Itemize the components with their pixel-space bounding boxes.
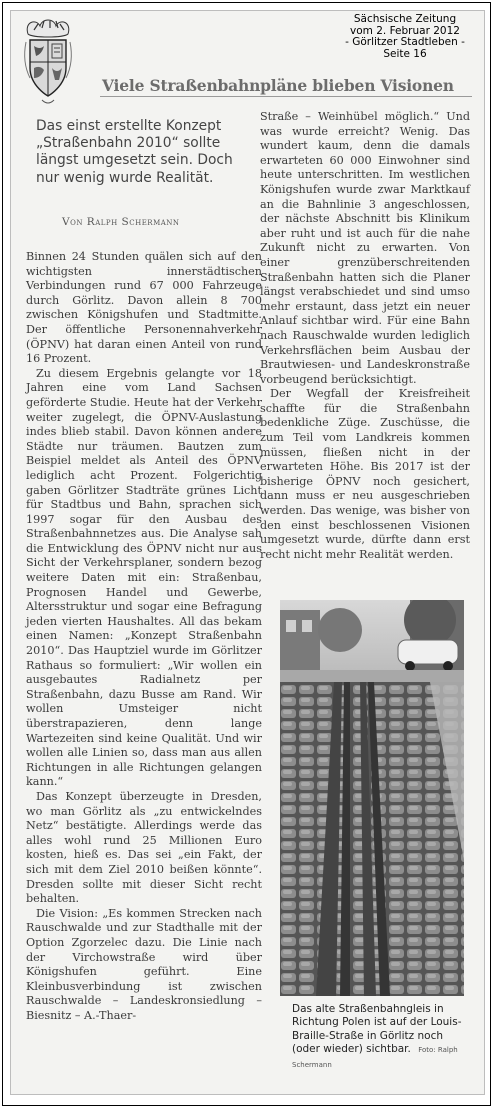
source-page: Seite 16 bbox=[383, 47, 427, 60]
paragraph: Binnen 24 Stunden quälen sich auf den wichtigsten innerstädtischen Verbindungen rund 67 000 Fahrzeuge durch Görlitz. Davon allein 8 700 zwischen Königshufen und Stadtmitte. Der öffentliche Personennahverkehr (ÖPNV) hat daran einen Anteil von rund 16 Prozent. bbox=[26, 250, 262, 366]
paragraph: Zu diesem Ergebnis gelangte vor 18 Jahren eine vom Land Sachsen geförderte Studie. Heute hat der Verkehr weiter zugelegt, die ÖPNV-Auslastung indes blieb stabil. Davon können andere Städte nur träumen. Bautzen zum Beispiel meldet als Anteil des ÖPNV lediglich acht Prozent. Folgerichtig gaben Görlitzer Stadträte grünes Licht für Stadtbus und Bahn, sprachen sich 1997 sogar für den Ausbau des Straßenbahnnetzes aus. Die Analyse sah die Entwicklung des ÖPNV nicht nur aus Sicht der Verkehrsplaner, sondern bezog weitere Daten mit ein: Straßenbau, Prognosen Handel und Gewerbe, Altersstruktur und sogar eine Befragung jeden vierten Haushaltes. All das bekam einen Namen: „Konzept Straßenbahn 2010“. Das Hauptziel wurde im Görlitzer Rathaus so formuliert: „Wir wollen ein ausgebautes Radialnetz per Straßenbahn, dazu Busse am Rand. Wir wollen Umsteiger nicht überstrapazieren, denn lange Wartezeiten sind keine Qualität. Und wir wollen alle Linien so, dass man aus allen Richtungen in alle Richtungen gelangen kann.“ bbox=[26, 366, 262, 789]
photo-credit: Foto: Ralph Schermann bbox=[292, 1046, 458, 1069]
source-newspaper: Sächsische Zeitung bbox=[353, 13, 457, 25]
caption-text: Das alte Straßenbahngleis in Richtung Polen ist auf der Louis-Braille-Straße in Görlitz noch (oder wieder) sichtbar. bbox=[292, 1003, 462, 1056]
article-headline: Viele Straßenbahnpläne blieben Visionen bbox=[102, 76, 454, 95]
article-byline: Von Ralph Schermann bbox=[62, 216, 180, 228]
source-reference bbox=[325, 14, 485, 60]
tram-track-photo bbox=[280, 600, 464, 996]
photo-caption bbox=[292, 1003, 462, 1072]
source-date: vom 2. Februar 2012 bbox=[350, 24, 460, 37]
paragraph: Straße – Weinhübel möglich.“ Und was wurde erreicht? Wenig. Das wundert kaum, denn die damals erwarteten 60 000 Einwohner sind heute unterschritten. Im westlichen Königshufen wurde zwar Marktkauf an die Bahnlinie 3 angeschlossen, der nächste Abschnitt bis Klinikum aber ruht und ist auch für die nahe Zukunft nicht zu erwarten. Von einer grenzüberschreitenden Straßenbahn hatten sich die Planer längst verabschiedet und sind umso mehr erstaunt, dass jetzt ein neuer Anlauf sichtbar wird. Für eine Bahn nach Rauschwalde wurden lediglich Verkehrsflächen beim Ausbau der Brautwiesen- und Landeskronstraße vorbeugend berücksichtigt. bbox=[260, 110, 470, 386]
right-column bbox=[260, 110, 470, 562]
article-lead: Das einst erstellte Konzept „Straßenbahn 2010“ sollte längst umgesetzt sein. Doch nur wenig wurde Realität. bbox=[36, 118, 233, 186]
paragraph: Der Wegfall der Kreisfreiheit schaffte für die Straßenbahn bedenkliche Züge. Zuschüsse, die zum Teil vom Landkreis kommen müssen, fließen nicht in der erwarteten Höhe. Bis 2017 ist der bisherige ÖPNV noch gesichert, dann muss er neu ausgeschrieben werden. Das wenige, was bisher von den einst beschlossenen Visionen umgesetzt wurde, dürfte dann erst recht nicht mehr Realität werden. bbox=[260, 387, 470, 561]
headline-rule bbox=[100, 96, 472, 97]
left-column bbox=[26, 250, 262, 1023]
paragraph: Die Vision: „Es kommen Strecken nach Rauschwalde und zur Stadthalle mit der Option Zgorzelec dazu. Die Linie nach der Virchowstraße wird über Königshufen geführt. Eine Kleinbusverbindung ist zwischen Rauschwalde – Landeskronsiedlung – Biesnitz – A.-Thaer- bbox=[26, 906, 262, 1022]
coat-of-arms-icon bbox=[20, 16, 76, 108]
source-section: - Görlitzer Stadtleben - bbox=[345, 36, 465, 48]
paragraph: Das Konzept überzeugte in Dresden, wo man Görlitz als „zu entwickelndes Netz“ bestätigte. Allerdings werde das alles wohl rund 25 Millionen Euro kosten, hieß es. Das sei „ein Fakt, der sich mit dem Ziel 2010 beißen könnte“. Dresden sollte mit dieser Sicht recht behalten. bbox=[26, 789, 262, 906]
